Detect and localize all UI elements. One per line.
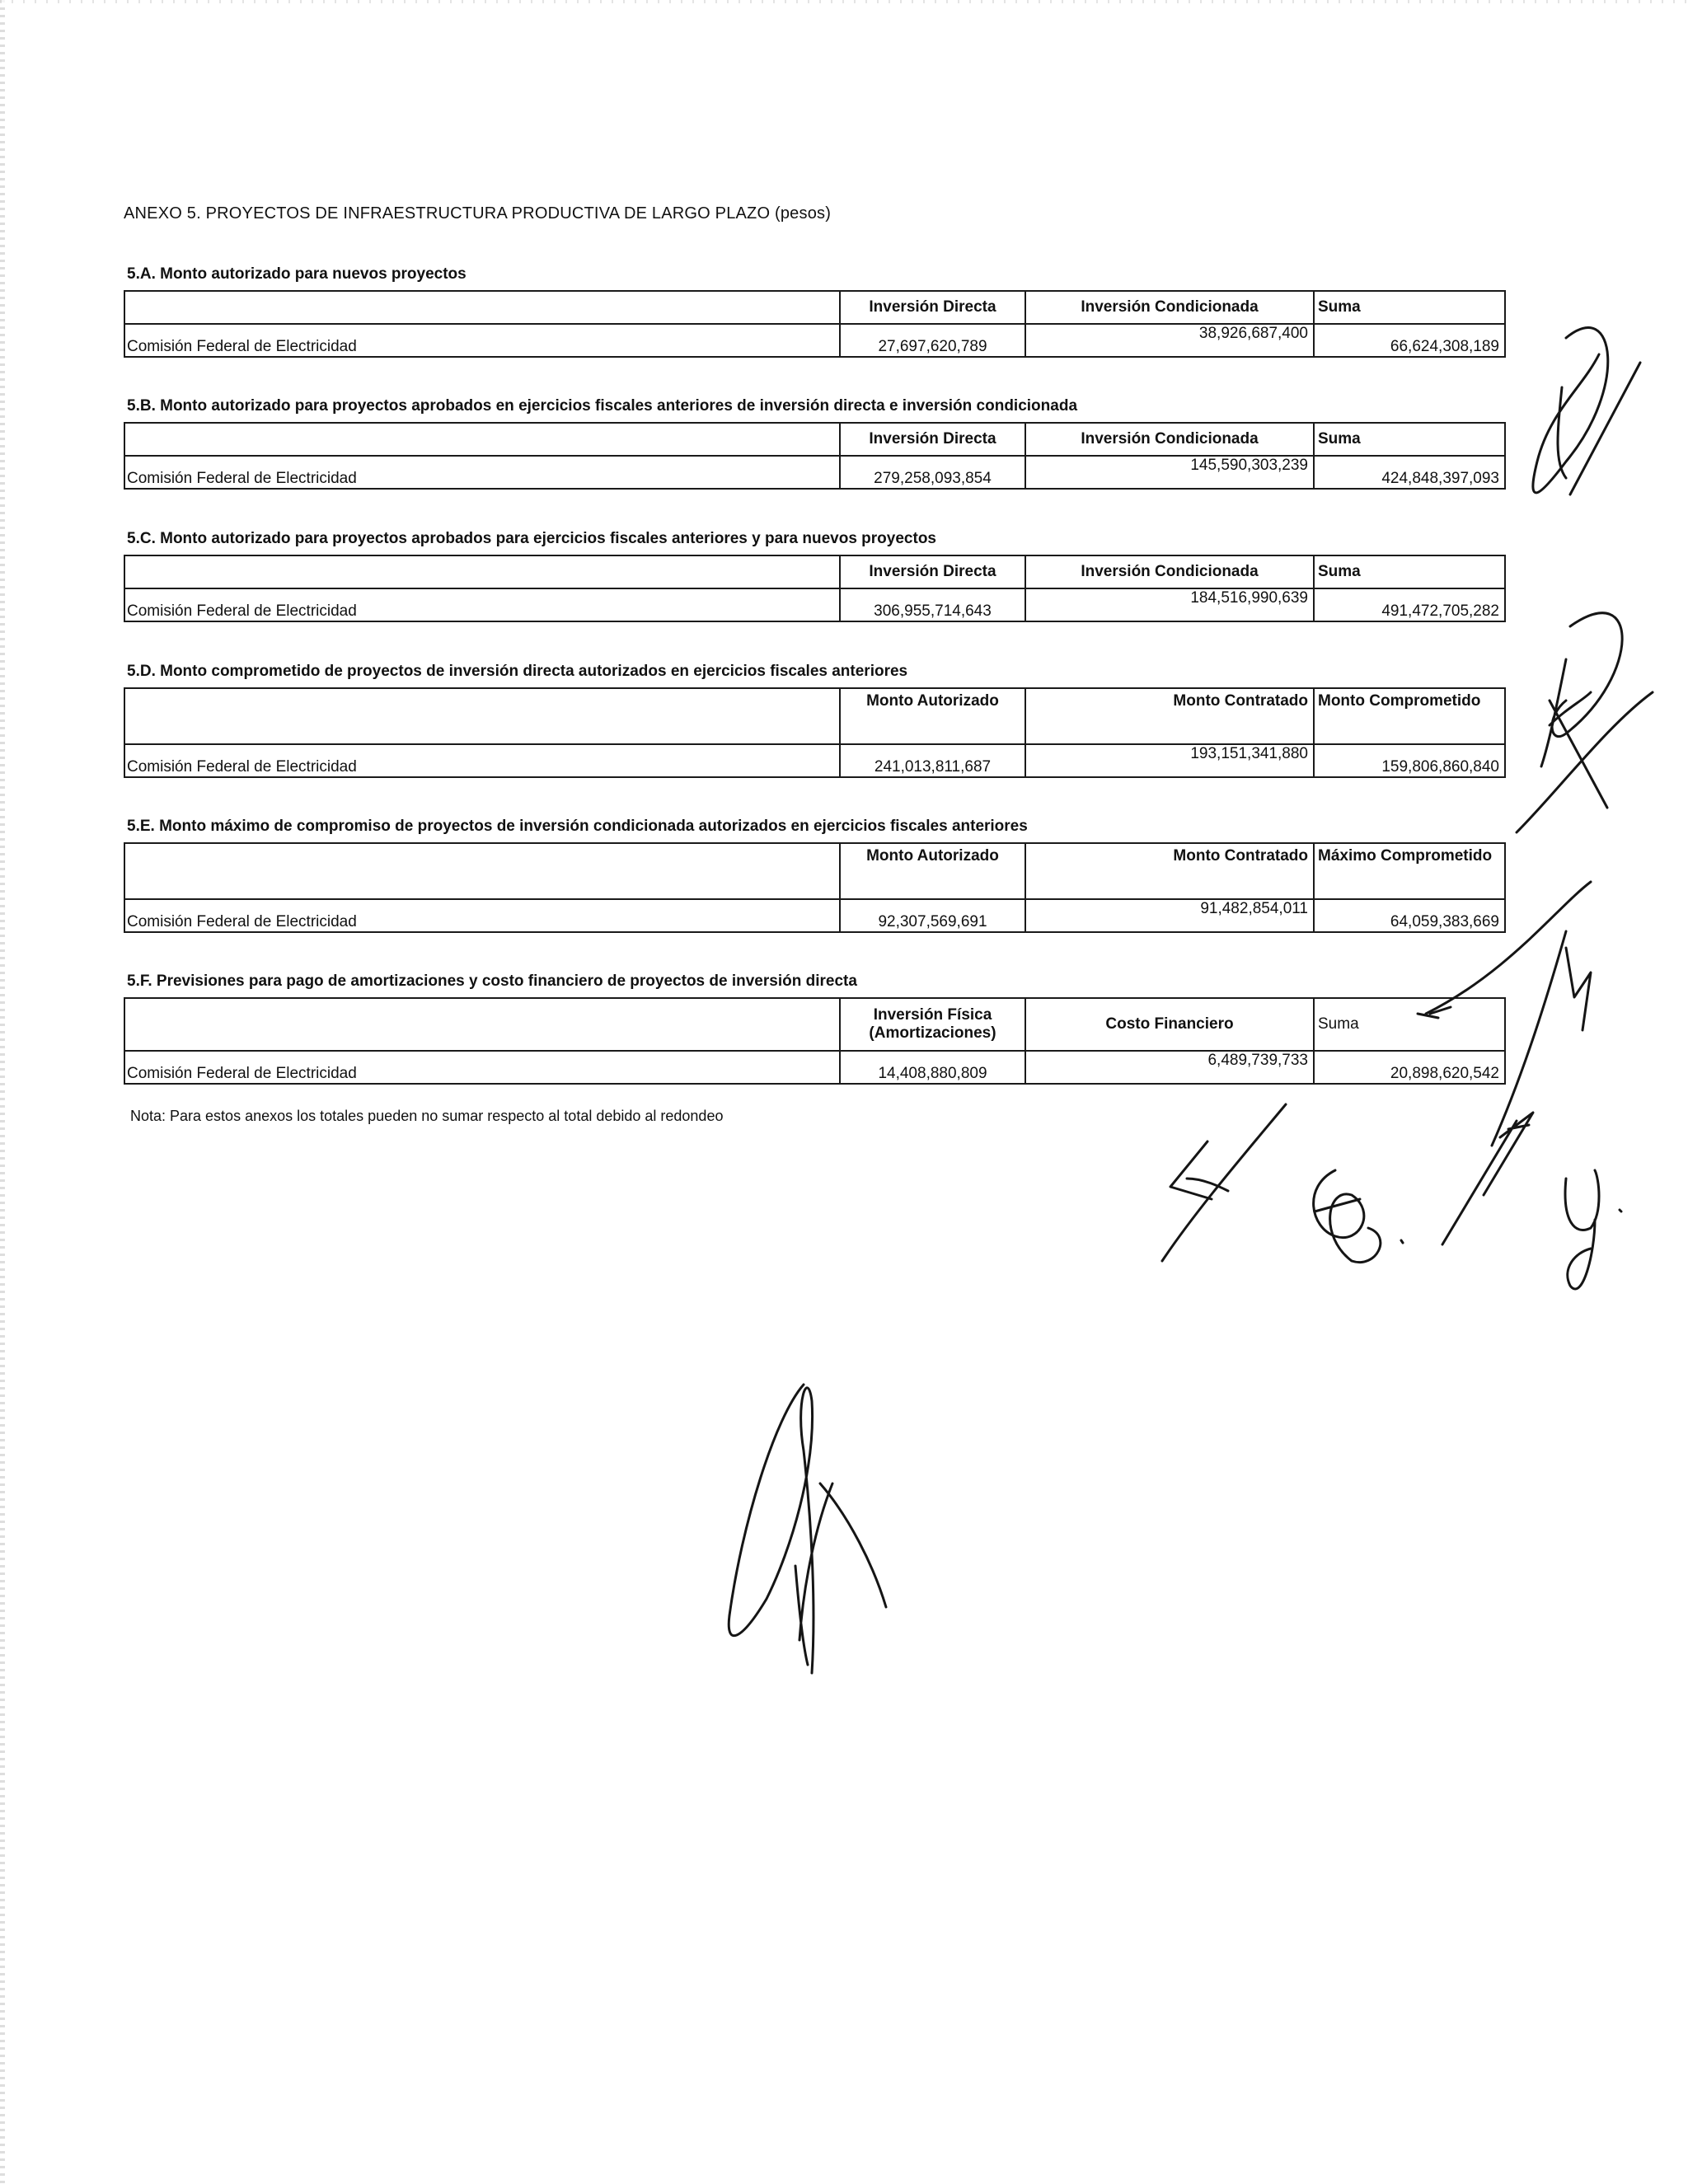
- signature-bottom-row-3: [1442, 1113, 1533, 1244]
- header-line: (Amortizaciones): [869, 1024, 996, 1042]
- section-5f: [124, 972, 1508, 1085]
- column-header: Suma: [1314, 291, 1505, 324]
- section-5e: [124, 818, 1508, 933]
- entity-cell: Comisión Federal de Electricidad: [124, 588, 840, 621]
- value-cell: 64,059,383,669: [1314, 899, 1505, 932]
- entity-cell: Comisión Federal de Electricidad: [124, 1051, 840, 1084]
- section-title: 5.A. Monto autorizado para nuevos proyectos: [127, 265, 467, 283]
- value-cell: 66,624,308,189: [1314, 324, 1505, 357]
- table-5a: [124, 290, 1506, 358]
- table-row: [124, 324, 1505, 357]
- column-header: Inversión Condicionada: [1025, 291, 1314, 324]
- column-header: Costo Financiero: [1025, 998, 1314, 1051]
- entity-cell: Comisión Federal de Electricidad: [124, 324, 840, 357]
- header-line: Inversión Física: [873, 1006, 992, 1024]
- value-cell: 6,489,739,733: [1025, 1051, 1314, 1084]
- value-cell: 20,898,620,542: [1314, 1051, 1505, 1084]
- value-cell: 159,806,860,840: [1314, 744, 1505, 777]
- table-5c: [124, 555, 1506, 622]
- column-header: Monto Contratado: [1025, 688, 1314, 744]
- signature-bottom-row-1: [1162, 1104, 1286, 1261]
- section-title: 5.E. Monto máximo de compromiso de proyectos de inversión condicionada autorizados en ejercicios fiscales anteriores: [127, 818, 1028, 835]
- column-header: Máximo Comprometido: [1314, 843, 1505, 899]
- header-empty-cell: [124, 423, 840, 456]
- table-5b: [124, 422, 1506, 490]
- column-header: Monto Comprometido: [1314, 688, 1505, 744]
- table-header-row: [124, 291, 1505, 324]
- entity-cell: Comisión Federal de Electricidad: [124, 456, 840, 489]
- table-header-row: [124, 998, 1505, 1051]
- value-cell: 91,482,854,011: [1025, 899, 1314, 932]
- value-cell: 491,472,705,282: [1314, 588, 1505, 621]
- section-5d: [124, 663, 1508, 778]
- column-header: Inversión Directa: [840, 555, 1025, 588]
- column-header: Monto Autorizado: [840, 843, 1025, 899]
- footnote: Nota: Para estos anexos los totales pueden no sumar respecto al total debido al redondeo: [130, 1108, 724, 1124]
- table-row: [124, 1051, 1505, 1084]
- section-5c: [124, 530, 1508, 622]
- table-header-row: [124, 423, 1505, 456]
- section-5a: [124, 265, 1508, 358]
- column-header: Monto Autorizado: [840, 688, 1025, 744]
- value-cell: 38,926,687,400: [1025, 324, 1314, 357]
- table-header-row: [124, 555, 1505, 588]
- section-title: 5.F. Previsiones para pago de amortizaciones y costo financiero de proyectos de inversión directa: [127, 972, 857, 990]
- value-cell: 424,848,397,093: [1314, 456, 1505, 489]
- value-cell: 145,590,303,239: [1025, 456, 1314, 489]
- value-cell: 184,516,990,639: [1025, 588, 1314, 621]
- section-5b: [124, 397, 1508, 490]
- column-header: Inversión Condicionada: [1025, 423, 1314, 456]
- column-header: Suma: [1314, 555, 1505, 588]
- header-empty-cell: [124, 291, 840, 324]
- column-header: Monto Contratado: [1025, 843, 1314, 899]
- column-header: Inversión Directa: [840, 423, 1025, 456]
- header-empty-cell: [124, 843, 840, 899]
- scan-top-artifact: [0, 0, 1688, 3]
- value-cell: 193,151,341,880: [1025, 744, 1314, 777]
- table-5f: [124, 997, 1506, 1085]
- section-title: 5.D. Monto comprometido de proyectos de inversión directa autorizados en ejercicios fiscales anteriores: [127, 663, 908, 680]
- signature-bottom-row-4: [1565, 1170, 1621, 1289]
- value-cell: 27,697,620,789: [840, 324, 1025, 357]
- signature-bottom-row-2: [1314, 1170, 1403, 1263]
- entity-cell: Comisión Federal de Electricidad: [124, 744, 840, 777]
- table-5d: [124, 687, 1506, 778]
- document-title: ANEXO 5. PROYECTOS DE INFRAESTRUCTURA PRODUCTIVA DE LARGO PLAZO (pesos): [124, 204, 832, 223]
- table-row: [124, 899, 1505, 932]
- section-title: 5.B. Monto autorizado para proyectos aprobados en ejercicios fiscales anteriores de inversión directa e inversión condicionada: [127, 397, 1078, 415]
- header-empty-cell: [124, 998, 840, 1051]
- header-empty-cell: [124, 555, 840, 588]
- table-row: [124, 588, 1505, 621]
- table-5e: [124, 842, 1506, 933]
- value-cell: 14,408,880,809: [840, 1051, 1025, 1084]
- column-header: Suma: [1314, 998, 1505, 1051]
- table-row: [124, 744, 1505, 777]
- scan-edge-artifact: [0, 0, 5, 2184]
- table-row: [124, 456, 1505, 489]
- value-cell: 306,955,714,643: [840, 588, 1025, 621]
- section-title: 5.C. Monto autorizado para proyectos aprobados para ejercicios fiscales anteriores y para nuevos proyectos: [127, 530, 936, 547]
- value-cell: 241,013,811,687: [840, 744, 1025, 777]
- header-empty-cell: [124, 688, 840, 744]
- signature-right-top: [1533, 327, 1640, 494]
- signature-center-large: [729, 1385, 886, 1673]
- table-header-row: [124, 688, 1505, 744]
- value-cell: 92,307,569,691: [840, 899, 1025, 932]
- table-header-row: [124, 843, 1505, 899]
- column-header: Inversión Condicionada: [1025, 555, 1314, 588]
- entity-cell: Comisión Federal de Electricidad: [124, 899, 840, 932]
- value-cell: 279,258,093,854: [840, 456, 1025, 489]
- column-header: Suma: [1314, 423, 1505, 456]
- column-header: Inversión Directa: [840, 291, 1025, 324]
- column-header: [840, 998, 1025, 1051]
- signature-right-middle: [1517, 613, 1653, 832]
